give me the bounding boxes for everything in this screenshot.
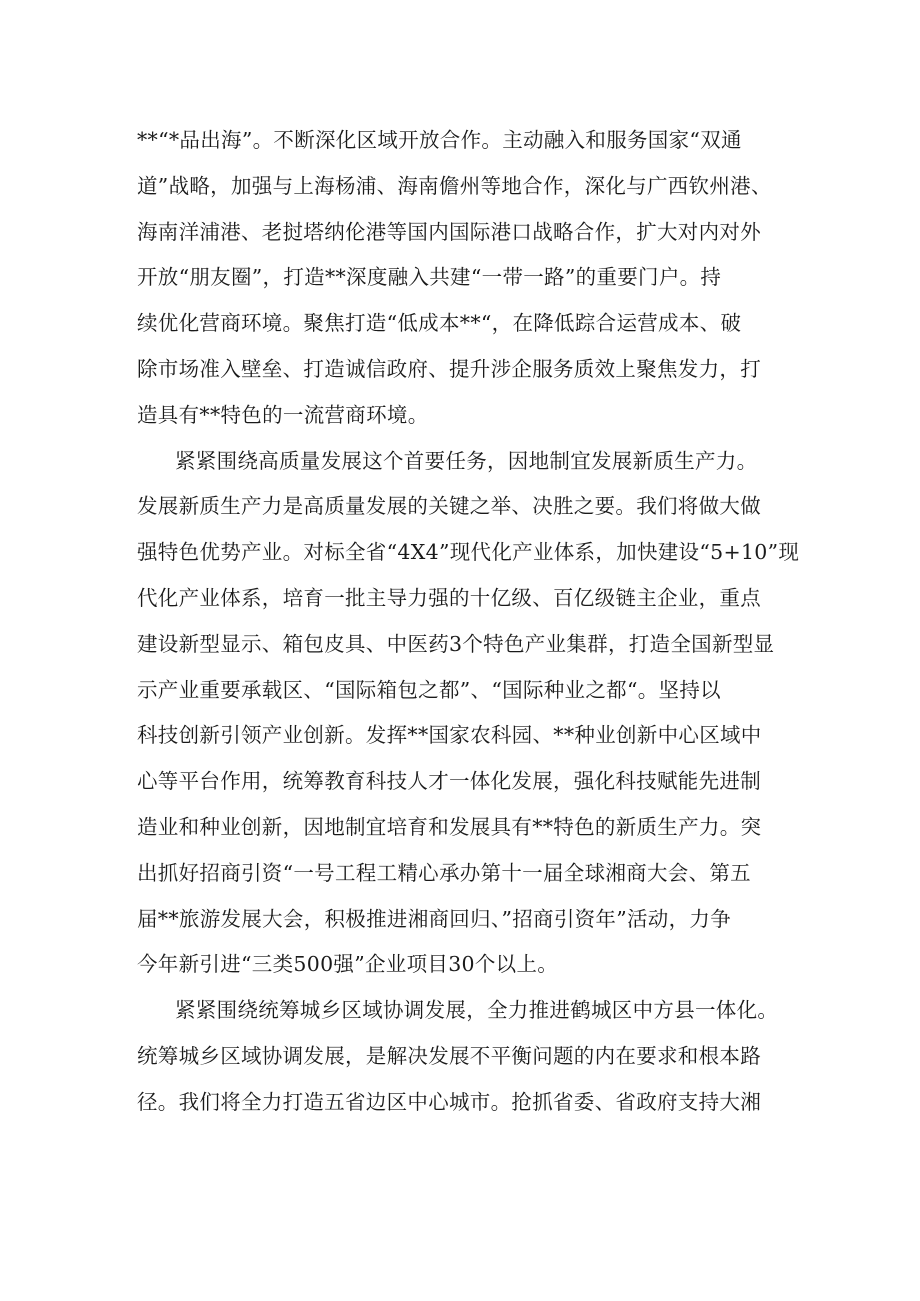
text-line: 发展新质生产力是高质量发展的关键之举、决胜之要。我们将做大做 <box>137 494 761 519</box>
text-line: 续优化营商环境。聚焦打造“低成本**“，在降低踪合运营成本、破 <box>137 311 742 336</box>
text-line: 除市场准入壁垒、打造诚信政府、提升涉企服务质效上聚焦发力，打 <box>137 356 761 381</box>
text-line: 心等平台作用，统筹教育科技人才一体化发展，强化科技赋能先进制 <box>137 769 761 794</box>
text-line: 建设新型显示、箱包皮具、中医药3个特色产业集群，打造全国新型显 <box>137 631 775 656</box>
text-line: 今年新引进“三类500强”企业项目30个以上。 <box>137 952 559 977</box>
text-line: 届**旅游发展大会，积极推进湘商回归、”招商引资年”活动，力争 <box>137 906 732 931</box>
text-line: 紧紧围绕统筹城乡区域协调发展，全力推进鹤城区中方县一体化。 <box>175 998 779 1023</box>
text-line: 科技创新引领产业创新。发挥**国家农科园、**种业创新中心区域中 <box>137 723 762 748</box>
text-line: 造业和种业创新，因地制宜培育和发展具有**特色的新质生产力。突 <box>137 814 762 839</box>
text-line: 强特色优势产业。对标全省“4X4”现代化产业体系，加快建设“5+10”现 <box>137 540 800 565</box>
document-body <box>137 118 800 1126</box>
text-line: 道”战略，加强与上海杨浦、海南儋州等地合作，深化与广西钦州港、 <box>137 173 772 198</box>
text-line: 海南洋浦港、老挝塔纳伦港等国内国际港口战略合作，扩大对内对外 <box>137 219 761 244</box>
text-line: 代化产业体系，培育一批主导力强的十亿级、百亿级链主企业，重点 <box>137 585 761 610</box>
text-line: 径。我们将全力打造五省边区中心城市。抢抓省委、省政府支持大湘 <box>137 1089 761 1114</box>
text-line: 造具有**特色的一流营商环境。 <box>137 402 429 427</box>
text-line: 示产业重要承载区、“国际箱包之都”、“国际种业之都“。坚持以 <box>137 677 721 702</box>
text-line: **“*品出海”。不断深化区域开放合作。主动融入和服务国家“双通 <box>137 128 742 152</box>
text-line: 出抓好招商引资“一号工程工精心承办第十一届全球湘商大会、第五 <box>137 860 751 885</box>
text-line: 紧紧围绕高质量发展这个首要任务，因地制宜发展新质生产力。 <box>175 448 758 473</box>
text-line: 统筹城乡区域协调发展，是解决发展不平衡问题的内在要求和根本路 <box>137 1043 761 1068</box>
text-line: 开放“朋友圈”，打造**深度融入共建“一带一路”的重要门户。持 <box>137 265 722 290</box>
